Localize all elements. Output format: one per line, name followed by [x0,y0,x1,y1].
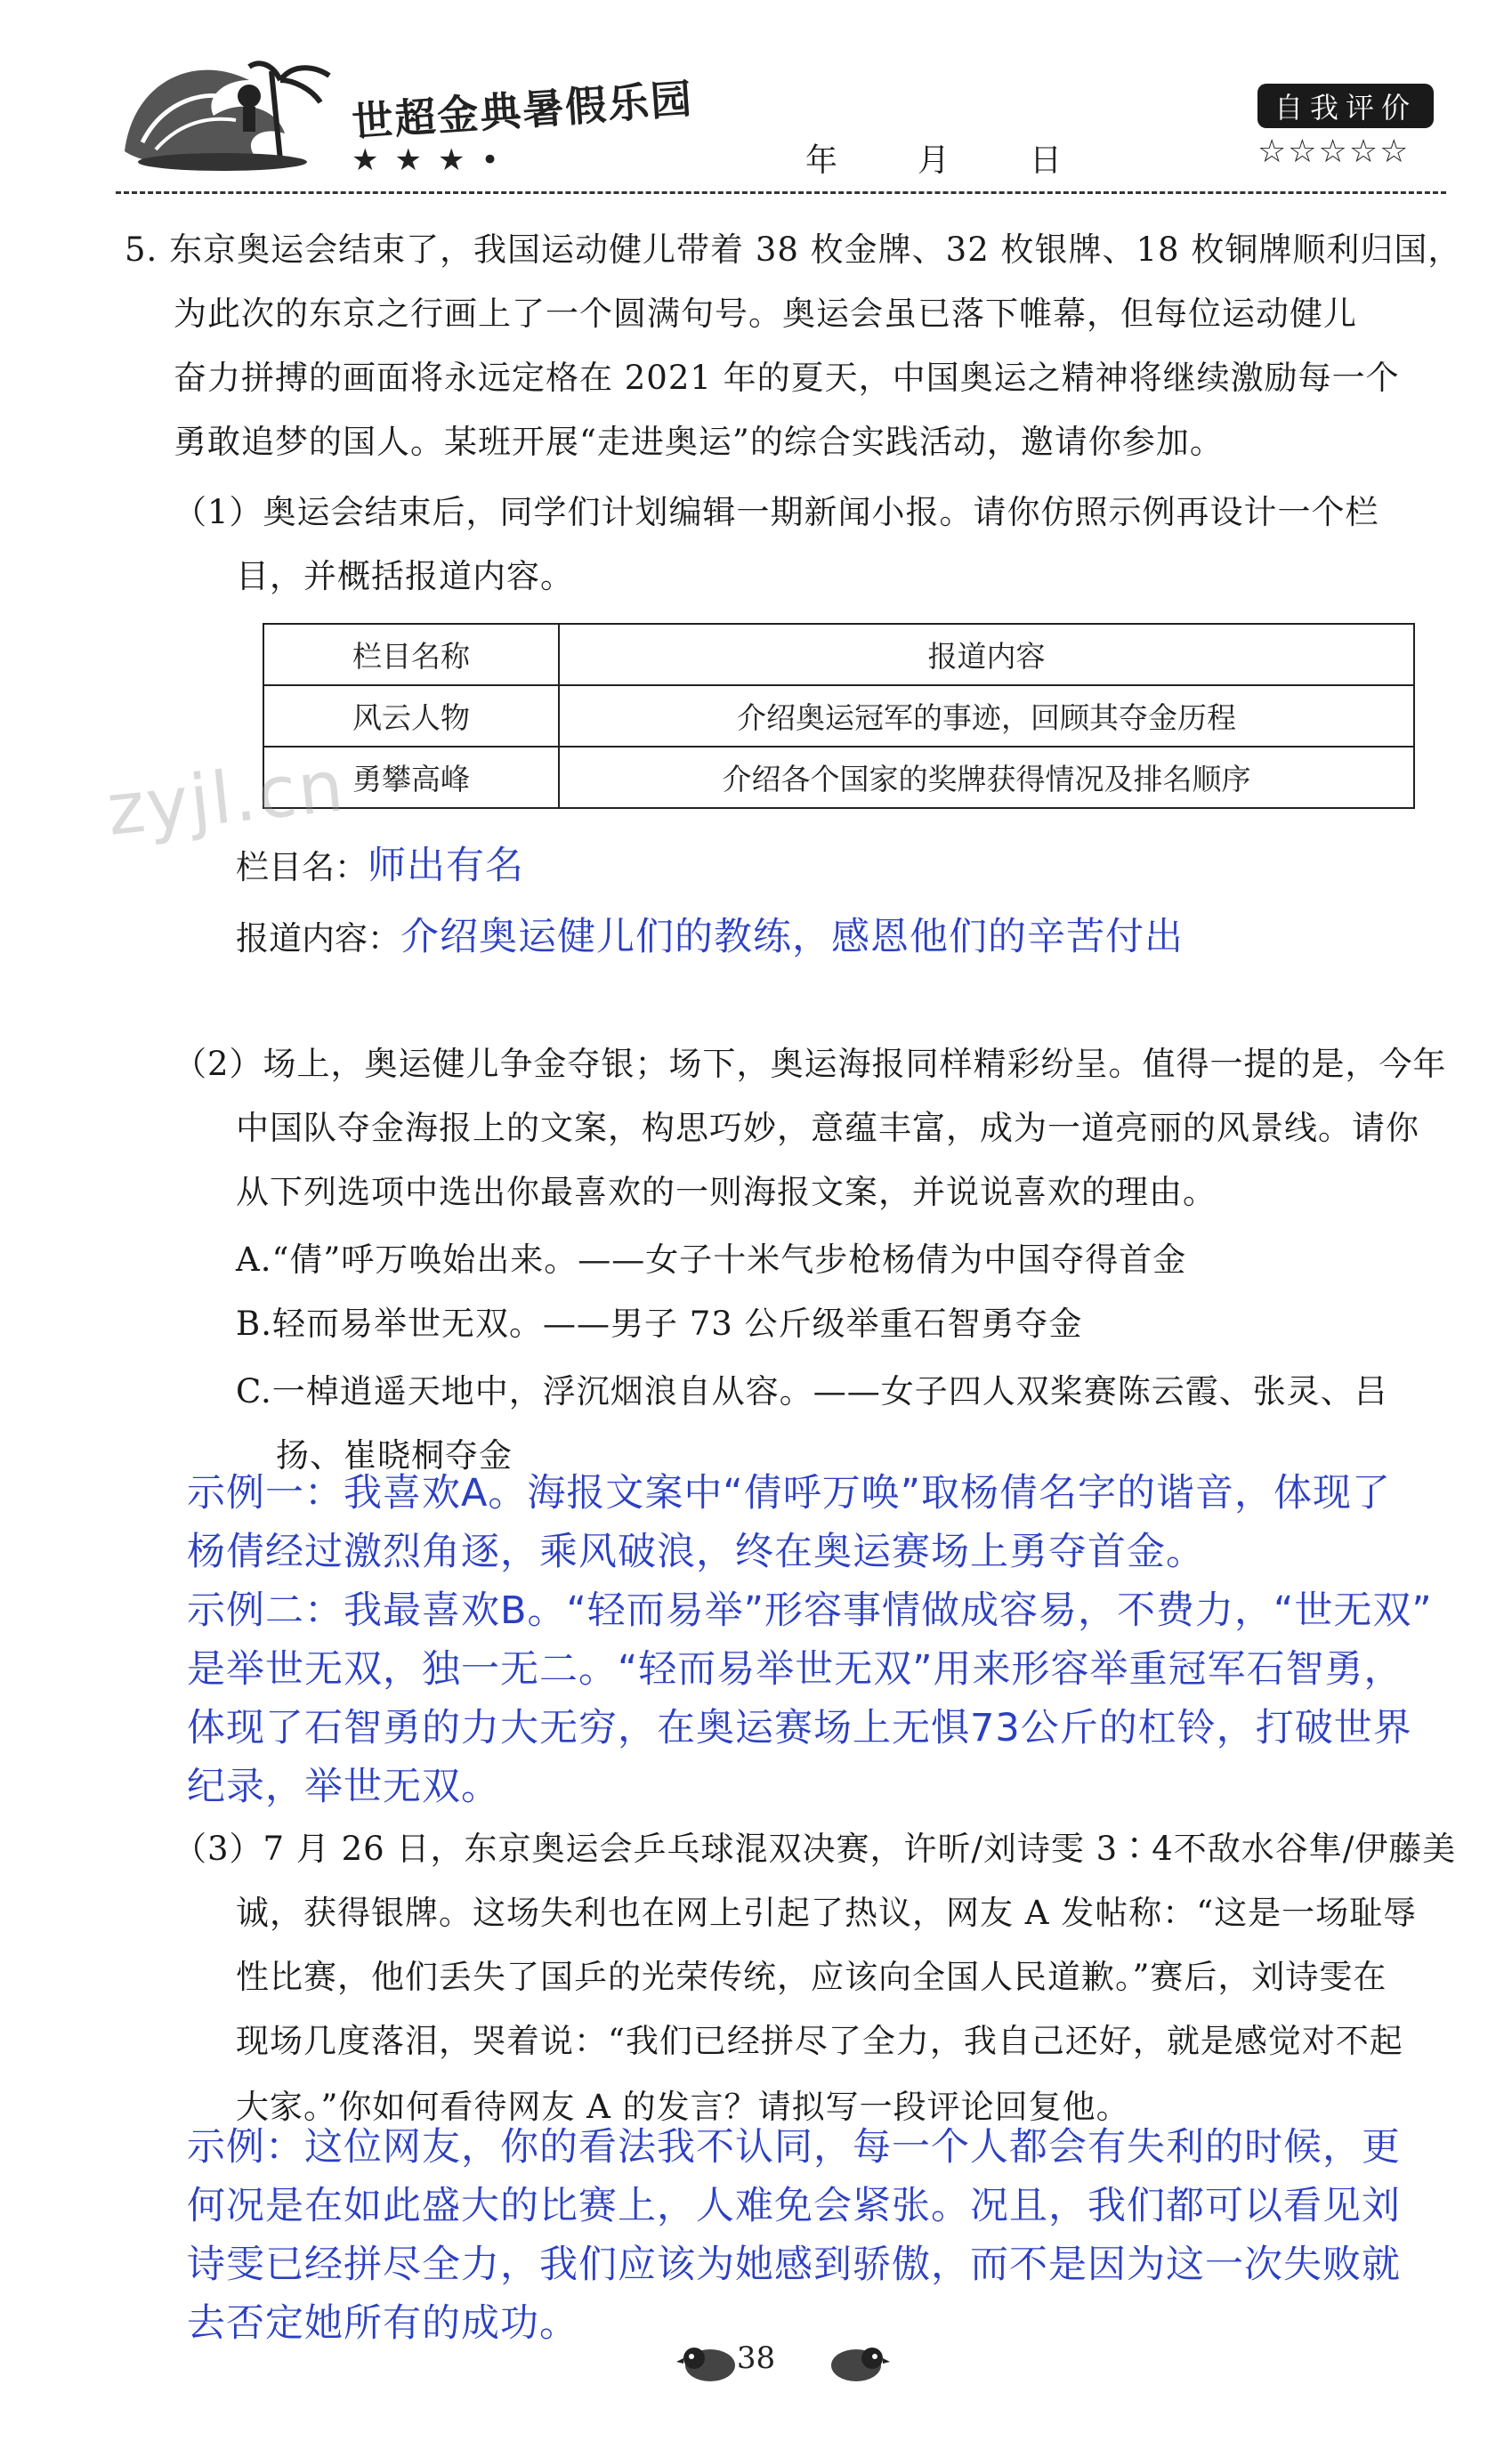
part-3-line-4: 现场几度落泪，哭着说：“我们已经拼尽了全力，我自己还好，就是感觉对不起 [236,2022,1403,2060]
header-divider [116,191,1446,194]
table-header-cell: 报道内容 [559,624,1414,685]
part-3-answer-line: 去否定她所有的成功。 [187,2301,578,2346]
part-3-line-5: 大家。”你如何看待网友 A 的发言？请拟写一段评论回复他。 [236,2088,1130,2126]
part-2-answer-line: 体现了石智勇的力大无穷，在奥运赛场上无惧73公斤的杠铃，打破世界 [187,1706,1412,1750]
part-2-line-3: 从下列选项中选出你最喜欢的一则海报文案，并说说喜欢的理由。 [236,1173,1217,1211]
column-name-label: 栏目名： [236,848,368,886]
part-3-line-1: （3）7 月 26 日，东京奥运会乒乓球混双决赛，许昕/刘诗雯 3∶4不敌水谷隼/伊藤美 [174,1830,1457,1868]
table-cell: 介绍各个国家的奖牌获得情况及排名顺序 [559,747,1414,808]
self-eval-badge: 自我评价 [1257,84,1434,128]
table-header-row [263,624,1414,685]
date-line [805,135,1142,181]
wave-surfer-icon [116,44,338,178]
part-3-line-3: 性比赛，他们丢失了国乒的光荣传统，应该向全国人民道歉。”赛后，刘诗雯在 [236,1958,1387,1996]
part-2-answer-line: 示例二：我最喜欢B。“轻而易举”形容事情做成容易，不费力，“世无双” [187,1588,1433,1633]
table-row [263,747,1414,808]
option-a: A.“倩”呼万唤始出来。——女子十米气步枪杨倩为中国夺得首金 [236,1241,1187,1279]
question-5-line-3: 奋力拼搏的画面将永远定格在 2021 年的夏天，中国奥运之精神将继续激励每一个 [174,359,1400,397]
day-label: 日 [1030,142,1063,179]
part-3-answer-line: 诗雯已经拼尽全力，我们应该为她感到骄傲，而不是因为这一次失败就 [187,2243,1401,2287]
part-3-line-2: 诚，获得银牌。这场失利也在网上引起了热议，网友 A 发帖称：“这是一场耻辱 [236,1894,1418,1932]
option-c: C.一棹逍遥天地中，浮沉烟浪自从容。——女子四人双桨赛陈云霞、张灵、吕 [236,1372,1388,1410]
option-b: B.轻而易举世无双。——男子 73 公斤级举重石智勇夺金 [236,1305,1083,1343]
report-content-label: 报道内容： [236,919,400,958]
rating-stars[interactable]: ☆☆☆☆☆ [1257,133,1411,170]
part-2-answer-line: 杨倩经过激烈角逐，乘风破浪，终在奥运赛场上勇夺首金。 [187,1530,1205,1574]
part-2-answer-line: 是举世无双，独一无二。“轻而易举世无双”用来形容举重冠军石智勇， [187,1647,1403,1692]
month-label: 月 [918,142,950,179]
question-5-line-2: 为此次的东京之行画上了一个圆满句号。奥运会虽已落下帷幕，但每位运动健儿 [174,295,1357,333]
part-2-answer-line: 纪录，举世无双。 [187,1765,500,1809]
part-2-answer-line: 示例一：我喜欢A。海报文案中“倩呼万唤”取杨倩名字的谐音，体现了 [187,1471,1391,1515]
table-cell: 风云人物 [263,685,559,747]
brand-logo [116,36,721,182]
column-example-table [263,623,1415,809]
part-1-line-1: （1）奥运会结束后，同学们计划编辑一期新闻小报。请你仿照示例再设计一个栏 [174,493,1379,531]
year-label: 年 [805,142,838,179]
question-5-line-1: 5. 东京奥运会结束了，我国运动健儿带着 38 枚金牌、32 枚银牌、18 枚铜牌顺利归国， [125,230,1462,269]
decorative-stars-icon: ★★★• [352,142,515,178]
column-name-answer: 师出有名 [368,844,524,888]
table-header-cell: 栏目名称 [263,624,559,685]
report-content-answer-row [236,908,1184,966]
table-row [263,685,1414,747]
part-1-line-2: 目，并概括报道内容。 [236,557,574,595]
page-number: 38 [736,2340,776,2376]
part-2-line-1: （2）场上，奥运健儿争金夺银；场下，奥运海报同样精彩纷呈。值得一提的是，今年 [174,1045,1447,1083]
column-name-answer-row [236,837,524,895]
watermark: zyjl.cn [102,744,350,852]
option-c-continued: 扬、崔晓桐夺金 [276,1436,513,1475]
brand-title: 世超金典暑假乐园 [350,74,695,147]
report-content-answer: 介绍奥运健儿们的教练，感恩他们的辛苦付出 [400,915,1184,959]
part-3-answer-line: 示例：这位网友，你的看法我不认同，每一个人都会有失利的时候，更 [187,2125,1401,2170]
question-5-line-4: 勇敢追梦的国人。某班开展“走进奥运”的综合实践活动，邀请你参加。 [174,423,1224,461]
bird-right-icon [828,2339,890,2385]
table-cell: 勇攀高峰 [263,747,559,808]
part-3-answer-line: 何况是在如此盛大的比赛上，人难免会紧张。况且，我们都可以看见刘 [187,2184,1401,2228]
part-2-line-2: 中国队夺金海报上的文案，构思巧妙，意蕴丰富，成为一道亮丽的风景线。请你 [236,1109,1419,1147]
table-cell: 介绍奥运冠军的事迹，回顾其夺金历程 [559,685,1414,747]
